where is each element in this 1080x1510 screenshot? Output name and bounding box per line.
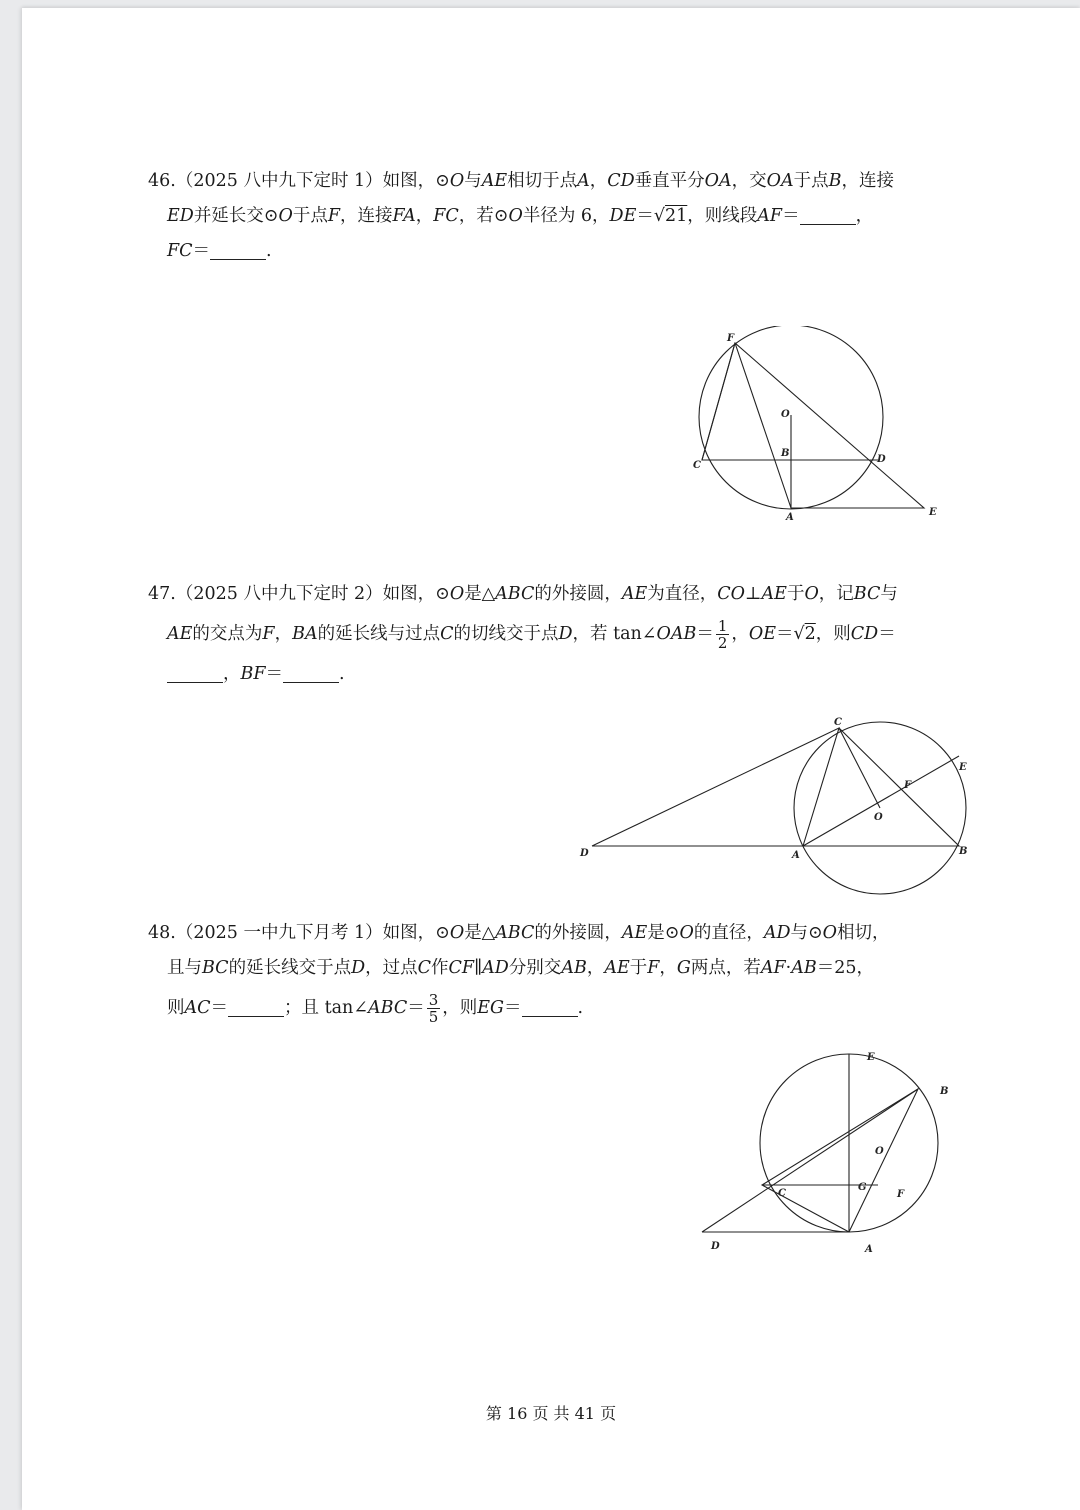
label-d: D (711, 1241, 720, 1252)
label-f: F (897, 1189, 905, 1200)
problem-48 (148, 916, 968, 1031)
label-d: D (877, 454, 886, 465)
problem-46 (148, 164, 968, 269)
answer-blank-af[interactable] (800, 204, 856, 225)
fraction-three-fifths: $\frac{3}{5}$ (428, 991, 439, 1026)
problem-source: （2025 八中九下定时 1） (175, 171, 383, 191)
document-page (22, 8, 1080, 1510)
label-b: B (959, 846, 968, 857)
problem-number: 47 (148, 584, 171, 604)
problem-source: （2025 一中九下月考 1） (175, 923, 383, 943)
answer-blank-cd[interactable] (167, 662, 223, 683)
label-b: B (781, 448, 790, 459)
problem-source: （2025 八中九下定时 2） (175, 584, 383, 604)
label-e: E (929, 507, 937, 518)
figure-46 (692, 326, 942, 526)
figure-46-lines (702, 343, 924, 508)
problem-47 (148, 577, 968, 692)
problem-48-line-2: 且与BC的延长线交于点D，过点C作CF∥AD分别交AB，AE于F，G两点，若AF·AB＝25， (167, 958, 875, 978)
label-a: A (786, 512, 794, 523)
problem-47-line-3: ，BF＝ . (148, 657, 968, 692)
figure-48 (682, 1046, 982, 1256)
figure-48-lines (702, 1054, 918, 1232)
label-f: F (904, 780, 912, 791)
problem-47-line-1: 47.（2025 八中九下定时 2）如图，⊙O是△ABC的外接圆，AE为直径，CO⊥AE于O，记BC与 (148, 584, 898, 604)
label-o: O (874, 812, 883, 823)
problem-46-line-1: 46.（2025 八中九下定时 1）如图，⊙O与AE相切于点A，CD垂直平分OA，交OA于点B，连接 (148, 171, 895, 191)
label-b: B (940, 1086, 949, 1097)
fraction-one-half: $\frac{1}{2}$ (717, 617, 728, 652)
problem-number: 46 (148, 171, 171, 191)
answer-blank-fc[interactable] (210, 239, 266, 260)
problem-48-line-1: 48.（2025 一中九下月考 1）如图，⊙O是△ABC的外接圆，AE是⊙O的直径，AD与⊙O相切， (148, 923, 890, 943)
label-c: C (693, 460, 701, 471)
label-d: D (580, 848, 589, 859)
label-c: C (778, 1188, 786, 1199)
label-c: C (834, 717, 842, 728)
label-o: O (875, 1146, 884, 1157)
label-f: F (727, 333, 735, 344)
figure-47 (572, 708, 972, 898)
problem-47-line-2: AE的交点为F，BA的延长线与过点C的切线交于点D，若 tan∠OAB＝ $\frac{1}{2}$ ，OE＝√2，则CD＝ (167, 617, 896, 652)
problem-48-line-3: 则AC＝ ；且 tan∠ABC＝ $\frac{3}{5}$ ，则EG＝ . (167, 991, 584, 1026)
answer-blank-bf[interactable] (283, 662, 339, 683)
label-a: A (865, 1244, 873, 1255)
problem-46-line-3: FC＝ . (167, 241, 272, 261)
problem-46-line-2: ED并延长交⊙O于点F，连接FA，FC，若⊙O半径为 6，DE＝√21，则线段AF＝ ， (167, 206, 874, 226)
label-a: A (792, 850, 800, 861)
page-footer: 第 16 页 共 41 页 (485, 1404, 617, 1423)
label-e: E (867, 1052, 875, 1063)
label-e: E (959, 762, 967, 773)
answer-blank-ac[interactable] (228, 996, 284, 1017)
problem-number: 48 (148, 923, 171, 943)
answer-blank-eg[interactable] (522, 996, 578, 1017)
label-g: G (858, 1182, 867, 1193)
label-o: O (781, 409, 790, 420)
